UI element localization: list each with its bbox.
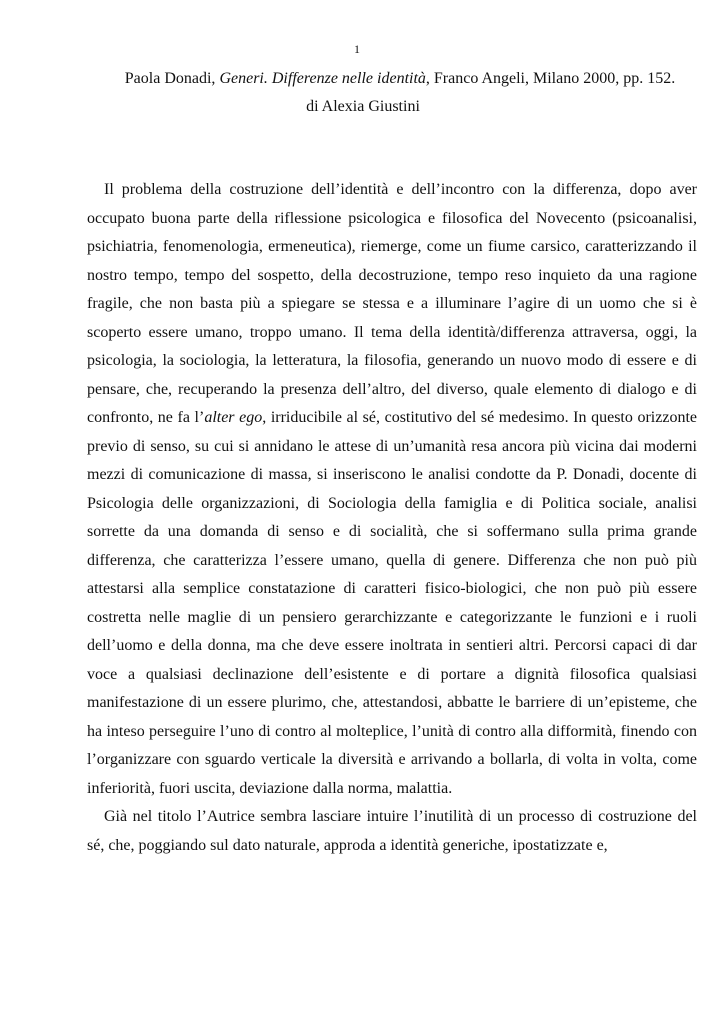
italic-term: alter ego (204, 409, 263, 426)
paragraph: Già nel titolo l’Autrice sembra lasciare intuire l’inutilità di un processo di costruzione del sé, che, poggiando sul dato naturale, approda a identità generiche, ipostatizzate e, (87, 808, 697, 854)
book-author: Paola Donadi, (124, 70, 220, 87)
review-body (87, 176, 697, 860)
citation-line (0, 68, 724, 90)
paragraph-text: Il problema della costruzione dell’identità e dell’incontro con la differenza, dopo aver occupato buona parte della riflessione psicologica e filosofica del Novecento (psicoanalisi, psichiatria, fenomenologia, ermeneutica), riemerge, come un fiume carsico, caratterizzando il nostro tempo, tempo del sospetto, della decostruzione, tempo reso inquieto da una ragione fragile, che non basta più a spiegare se stessa e a illuminare l’agire di un uomo che si è scoperto essere umano, troppo umano. Il tema della identità/differenza attraversa, oggi, la psicologia, la sociologia, la letteratura, la filosofia, generando un nuovo modo di essere e di pensare, che, recuperando la presenza dell’altro, del diverso, quale elemento di dialogo e di confronto, ne fa l’ (87, 181, 697, 426)
paragraph (87, 176, 697, 803)
book-citation (0, 68, 724, 118)
book-publication: , Franco Angeli, Milano 2000, pp. 152. (425, 70, 676, 87)
page-number: 1 (354, 42, 360, 56)
paragraph-text: , irriducibile al sé, costitutivo del sé medesimo. In questo orizzonte previo di senso, su cui si annidano le attese di un’umanità resa ancora più vicina dai moderni mezzi di comunicazione di massa, si inseriscono le analisi condotte da P. Donadi, docente di Psicologia delle organizzazioni, di Sociologia della famiglia e di Politica sociale, analisi sorrette da una domanda di senso e di socialità, che si soffermano sulla prima grande differenza, che caratterizza l’essere umano, quella di genere. Differenza che non può più attestarsi alla semplice constatazione di caratteri fisico-biologici, che non può più essere costretta nelle maglie di un pensiero gerarchizzante e categorizzante le funzioni e i ruoli dell’uomo e della donna, ma che deve essere inoltrata in sentieri altri. Percorsi capaci di dar voce a qualsiasi declinazione dell’esistente e di portare a dignità filosofica qualsiasi manifestazione di un essere plurimo, che, attestandosi, abbatte le barriere di un’episteme, che ha inteso perseguire l’uno di contro al molteplice, l’unità di contro alla difformità, finendo con l’organizzare con sguardo verticale la diversità e arrivando a bollarla, di volta in volta, come inferiorità, fuori uscita, deviazione dalla norma, malattia. (87, 409, 697, 797)
book-title: Generi. Differenze nelle identità (219, 70, 426, 87)
review-author: di Alexia Giustini (306, 98, 420, 115)
